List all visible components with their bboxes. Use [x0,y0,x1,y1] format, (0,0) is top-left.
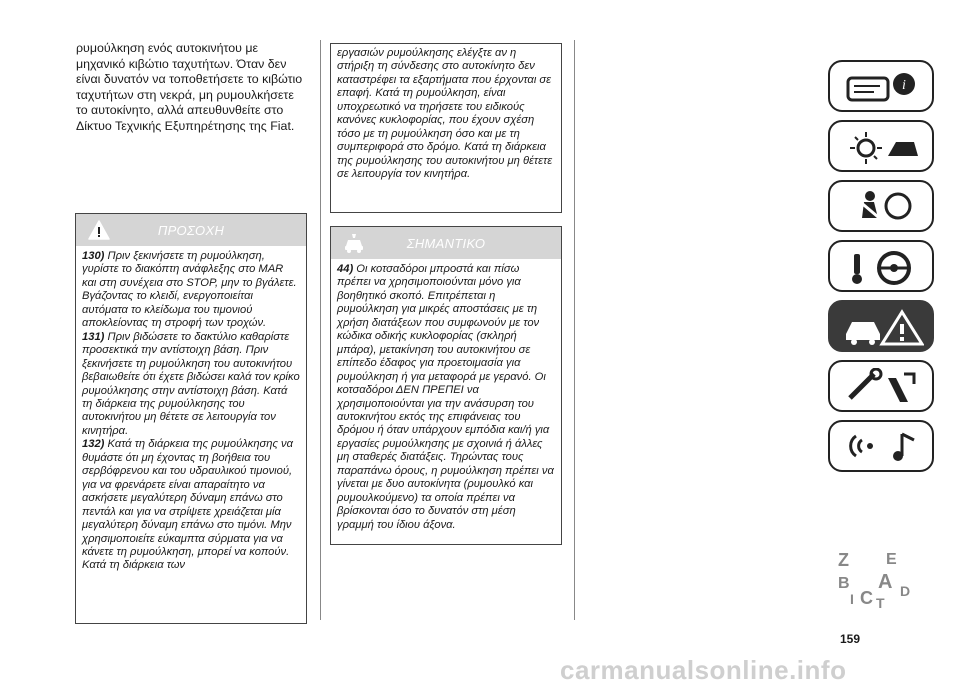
page-number: 159 [840,632,861,646]
note-number: 132) [82,438,105,451]
note-text: Κατά τη διάρκεια της ρυμούλκησης να θυμάστε ότι μη έχοντας τη βοήθεια του σερβόφρενου και του υδραυλικού τιμονιού, για να φρενάρετε είναι απαραίτητο να ασκήσετε μεγαλύτερη δύναμη επάνω στο πεντάλ και για να στρίψετε χρειάζεται μία μεγαλύτερη δύναμη επάνω στο τιμόνι. Μην χρησιμοποιείτε εύκαμπτα σύρματα για να κάνετε τη ρυμούλκηση, μπορεί να κοπούν. Κατά τη διάρκεια των [82,438,294,572]
tab-starting-driving[interactable] [828,240,934,292]
car-info-icon [844,68,924,108]
watermark: carmanualsonline.info [560,655,847,685]
tab-car-info[interactable] [828,60,934,112]
tab-safety[interactable] [828,180,934,232]
index-letter: A [878,571,893,593]
important-note [337,263,555,532]
intro-paragraph-text: ρυμούλκηση ενός αυτοκινήτου με μηχανικό κιβώτιο ταχυτήτων. Όταν δεν είναι δυνατόν να τοποθετήσετε το κιβώτιο ταχυτήτων στη νεκρά, μη ρυμουλκήσετε το αυτοκίνητο, αλλά απευθυνθείτε στο Δίκτυο Τεχνικής Εξυπηρέτησης της Fiat. [76,41,303,133]
warning-note [82,438,300,573]
safety-airbag-icon [844,188,924,228]
alphabetical-index-icon [836,548,926,610]
tab-index[interactable] [828,546,934,612]
maintenance-tools-icon [844,368,924,408]
tab-maintenance[interactable] [828,360,934,412]
tab-dashboard[interactable] [828,120,934,172]
index-letter: I [850,591,854,607]
note-text: Πριν βιδώσετε το δακτύλιο καθαρίστε προσεκτικά την αντίστοιχη βάση. Πριν ξεκινήσετε τη ρυμούλκηση του αυτοκινήτου βεβαιωθείτε ότι έχετε βιδώσει καλά τον κρίκο ρυμούλκησης στην αντίστοιχη βάση. Κατά τη διάρκεια της ρυμούλκησης του αυτοκινήτου μη θέτετε σε λειτουργία τον κινητήρα. [82,330,300,437]
note-number: 130) [82,250,105,262]
important-box-header [331,227,561,259]
index-letter: T [876,595,885,610]
warning-box-continuation [330,43,562,213]
note-number: 131) [82,330,105,343]
index-letter: Z [838,550,849,570]
svg-text:i: i [902,78,906,93]
intro-paragraph [76,41,308,135]
index-letter: B [838,575,850,592]
continuation-text: εργασιών ρυμούλκησης ελέγξτε αν η στήριξη τη σύνδεσης στο αυτοκίνητο δεν καταστρέφει τα εξαρτήματα που έρχονται σε επαφή. Κατά τη ρυμούλκηση, είναι υποχρεωτικό να τηρήσετε του ειδικούς κανόνες κυκλοφορίας, που έχουν σχέση τόσο με τη ρυμούλκηση όσο και με τη συμπεριφορά στο δρόμο. Κατά τη διάρκεια της ρυμούλκησης του αυτοκινήτου μη θέτετε σε λειτουργία τον κινητήρα. [337,47,553,181]
important-box-body [331,259,561,536]
warning-box-title: ΠΡΟΣΟΧΗ [157,223,225,238]
dashboard-lights-icon [844,128,924,168]
warning-note [82,250,300,331]
index-letter: D [900,583,911,599]
tab-emergency[interactable] [828,300,934,352]
warning-continuation-body [331,44,561,186]
warning-note [82,331,300,439]
emergency-breakdown-icon [844,308,924,348]
note-number: 44) [337,263,354,275]
multimedia-icon [844,428,924,468]
important-box-title: ΣΗΜΑΝΤΙΚΟ [406,236,486,251]
tab-multimedia[interactable] [828,420,934,472]
index-letter: E [886,551,897,568]
index-letter: C [860,588,873,608]
important-box [330,226,562,545]
note-text: Πριν ξεκινήσετε τη ρυμούλκηση, γυρίστε το διακόπτη ανάφλεξης στο MAR και στη συνέχεια στο STOP, μην το βγάλετε. Βγάζοντας το κλειδί, ενεργοποιείται αυτόματα το κλείδωμα του τιμονιού αποκλείοντας τη στροφή των τροχών. [82,250,297,330]
column-divider [574,40,575,620]
column-divider [320,40,321,620]
warning-box-body [76,246,306,577]
warning-box-header [76,214,306,246]
warning-box [75,213,307,624]
note-text: Οι κοτσαδόροι μπροστά και πίσω πρέπει να χρησιμοποιούνται μόνο για βοηθητικό σκοπό. Επιτρέπεται η ρυμούλκηση για μικρές αποστάσεις με τη χρήση διατάξεων που συμφωνούν με τον κώδικα οδικής κυκλοφορίας (σκληρή μπάρα), μετακίνηση του αυτοκινήτου σε επίπεδο έδαφος για προετοιμασία για ρυμούλκηση ή για μεταφορά με γερανό. Οι κοτσαδόροι ΔΕΝ ΠΡΕΠΕΙ να χρησιμοποιούνται για την ανάσυρση του αυτοκινήτου εκτός της επιφάνειας του δρόμου ή όταν υπάρχουν εμπόδια και/ή για εργασίες ρυμούλκησης με σχοινιά ή άλλες μη σταθερές διατάξεις. Τηρώντας τους παραπάνω όρους, η ρυμούλκηση πρέπει να γίνεται με δυο αυτοκίνητα (ρυμουλκό και ρυμουλκούμενο) τα οποία πρέπει να βρίσκονται όσο το δυνατόν στη μέση γραμμή του ίδιου άξονα. [337,263,554,531]
key-steering-wheel-icon [844,248,924,288]
